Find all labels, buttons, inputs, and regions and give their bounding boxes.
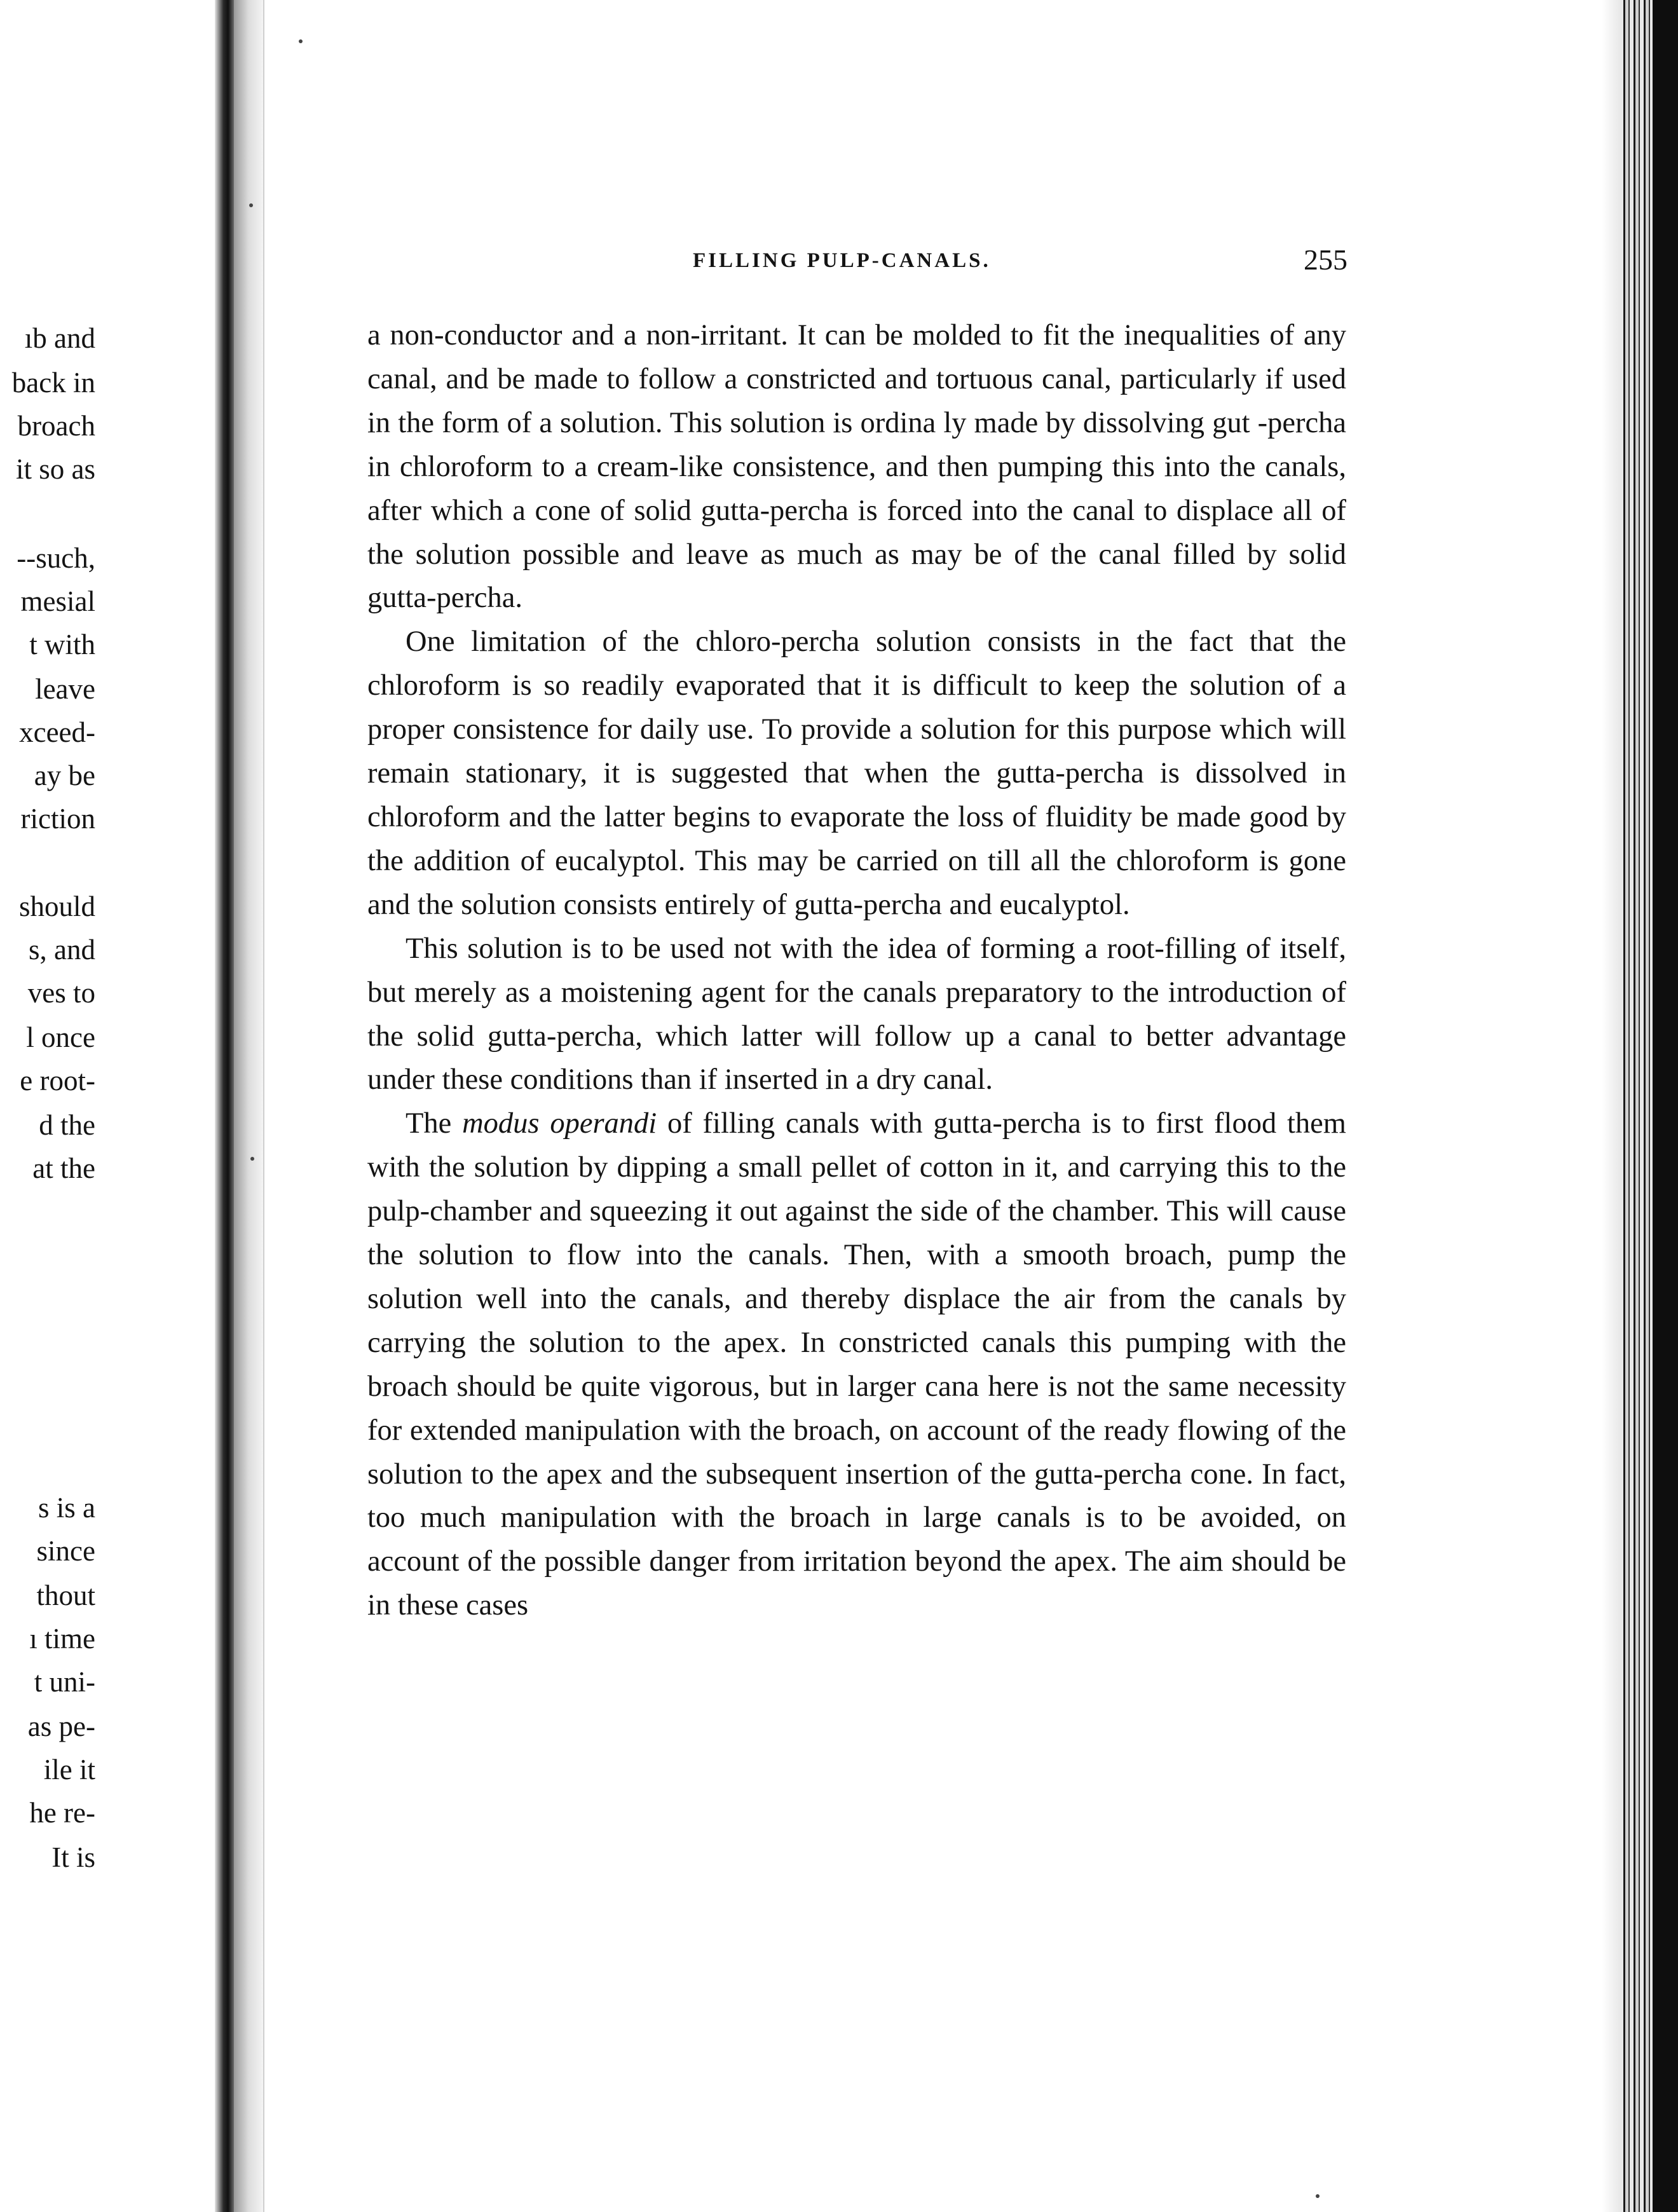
- fragment-line: broach: [17, 410, 95, 442]
- fragment-line: t uni-: [34, 1666, 95, 1698]
- scan-speck: [299, 39, 303, 43]
- fragment-line: xceed-: [19, 716, 95, 748]
- left-page-fragment: [0, 0, 95, 2212]
- page-number: 255: [1304, 243, 1347, 276]
- fragment-line: e root-: [20, 1065, 95, 1096]
- fragment-line: mesial: [20, 585, 95, 617]
- paragraph-rest: of filling canals with gutta-percha is to first flood them with the solution by dipping a small pellet of cotton in it, and carrying this to the pulp-chamber and squeezing it out against the side of the chamber. This will cause the solution to flow into the canals. Then, with a smooth broach, pump the solution well into the canals, and thereby displace the air from the canals by carrying the solution to the apex. In constricted canals this pumping with the broach should be quite vigorous, but in larger cana here is not the same necessity for extended manipulation with the broach, on account of the ready flowing of the solution to the apex and the subsequent insertion of the gutta-percha cone. In fact, too much manipulation with the broach in large canals is to be avoided, on account of the possible danger from irritation beyond the apex. The aim should be in these cases: [367, 1107, 1346, 1622]
- right-page-shadow: [1602, 0, 1620, 2212]
- fragment-line: thout: [36, 1580, 95, 1611]
- fragment-line: ay be: [34, 760, 95, 791]
- running-head: FILLING PULP-CANALS.: [693, 249, 991, 272]
- fragment-line: s, and: [29, 934, 95, 966]
- fragment-line: since: [36, 1535, 95, 1567]
- fragment-line: ı time: [29, 1623, 95, 1655]
- fragment-line: It is: [51, 1841, 95, 1873]
- fragment-line: he re-: [29, 1797, 95, 1829]
- fragment-line: leave: [35, 673, 95, 705]
- fragment-line: --such,: [17, 542, 95, 574]
- paragraph: One limitation of the chloro-percha solution consists in the fact that the chloroform is so readily evaporated that it is difficult to keep the solution of a proper consistence for daily use. To provide a solution for this purpose which will remain stationary, it is suggested that when the gutta-percha is dissolved in chloroform and the latter begins to evaporate the loss of fluidity be made good by the addition of eucalyptol. This may be carried on till all the chloroform is gone and the solution consists entirely of gutta-percha and eucalyptol.: [367, 625, 1346, 921]
- fragment-line: s is a: [38, 1492, 95, 1524]
- paragraph: a non-conductor and a non-irritant. It can be molded to fit the inequalities of any canal, and be made to follow a constricted and tortuous canal, particularly if used in the form of a solution. This solution is ordina ly made by dissolving gut -percha in chloroform to a cream-like consistence, and then pumping this into the canals, after which a cone of solid gutta-percha is forced into the canal to displace all of the solution possible and leave as much as may be of the canal filled by solid gutta-percha.: [367, 319, 1346, 615]
- fragment-line: d the: [39, 1109, 95, 1141]
- body-text: [367, 314, 1346, 1628]
- fragment-line: should: [18, 891, 95, 922]
- fragment-line: ves to: [27, 977, 95, 1009]
- paragraph: [367, 1102, 1346, 1628]
- page-edge: [263, 0, 264, 2212]
- fragment-line: ile it: [43, 1754, 95, 1785]
- scan-speck: [249, 203, 253, 207]
- fragment-line: ıb and: [24, 322, 95, 354]
- page-header: [693, 243, 1347, 287]
- binding-gutter-shadow: [215, 0, 234, 2212]
- paragraph-prefix: The: [406, 1107, 463, 1140]
- fragment-line: riction: [20, 803, 95, 835]
- fragment-line: back in: [11, 367, 95, 399]
- fragment-line: t with: [29, 629, 95, 660]
- italic-phrase: modus operandi: [462, 1107, 657, 1140]
- fragment-line: at the: [32, 1152, 95, 1184]
- fragment-line: it so as: [15, 453, 95, 485]
- binding-gutter-highlight: [234, 0, 263, 2212]
- scan-speck: [1316, 2194, 1320, 2198]
- fragment-line: l once: [26, 1021, 95, 1053]
- book-edge-cover: [1653, 0, 1678, 2212]
- scan-speck: [250, 1157, 254, 1161]
- fragment-line: as pe-: [27, 1710, 95, 1742]
- paragraph: This solution is to be used not with the idea of forming a root-filling of itself, but merely as a moistening agent for the canals preparatory to the introduction of the solid gutta-percha, which latter will follow up a canal to better advantage under these conditions than if inserted in a dry canal.: [367, 932, 1346, 1096]
